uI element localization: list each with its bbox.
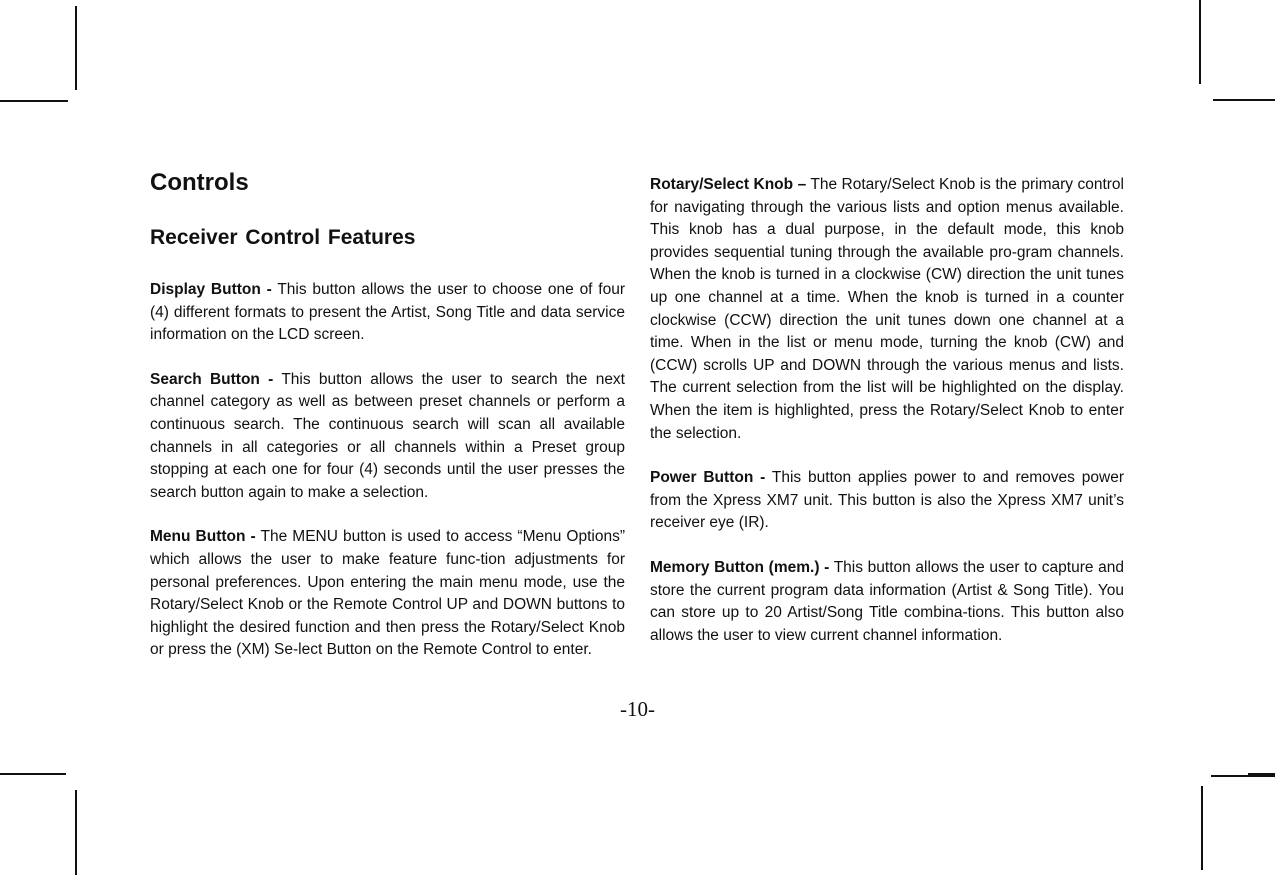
rotary-knob-text: The Rotary/Select Knob is the primary control for navigating through the various lists and option menus available. This knob has a dual purpose, in the default mode, this knob provides sequential tuning through the available pro-gram channels. When the knob is turned in a clockwise (CW) direction the unit tunes up one channel at a time. When the knob is turned in a counter clockwise (CCW) direction the unit tunes down one channel at a time. When in the list or menu mode, turning the knob (CW) and (CCW) scrolls UP and DOWN through the various menus and lists. The current selection from the list will be highlighted on the display. When the item is highlighted, press the Rotary/Select Knob to enter the selection. <box>650 176 1124 442</box>
power-button-label: Power Button - <box>650 469 766 487</box>
crop-mark-top-right-horizontal <box>1213 99 1275 101</box>
crop-mark-top-left-vertical <box>75 6 77 90</box>
display-button-label: Display Button - <box>150 281 272 298</box>
crop-mark-top-left-horizontal <box>0 100 68 102</box>
power-button-description <box>650 467 1124 535</box>
page-title: Controls <box>150 169 249 196</box>
power-button-text: This button applies power to and removes power from the Xpress XM7 unit. This button is also the Xpress XM7 unit’s receiver eye (IR). <box>650 469 1124 532</box>
page-number: -10- <box>620 697 655 721</box>
left-column <box>150 168 625 684</box>
crop-mark-bottom-right-tab <box>1248 773 1275 776</box>
menu-button-text: The MENU button is used to access “Menu Options” which allows the user to make feature func-tion adjustments for personal preferences. Upon entering the main menu mode, use the Rotary/Select Knob or the Remote Control UP and DOWN buttons to highlight the desired function and then press the Rotary/Select Knob or press the (XM) Se-lect Button on the Remote Control to enter. <box>150 528 625 659</box>
rotary-knob-description <box>650 174 1124 445</box>
search-button-description <box>150 369 625 505</box>
menu-button-label: Menu Button - <box>150 528 256 546</box>
rotary-knob-label: Rotary/Select Knob – <box>650 176 807 193</box>
menu-button-description <box>150 526 625 662</box>
search-button-text: This button allows the user to search the next channel category as well as between preset channels or perform a continuous search. The continuous search will scan all available channels in all categories or all channels within a Preset group stopping at each one for four (4) seconds until the user presses the search button again to make a selection. <box>150 370 625 501</box>
crop-mark-top-right-vertical <box>1199 0 1201 84</box>
memory-button-description <box>650 557 1124 647</box>
memory-button-text: This button allows the user to capture and store the current program data information (Artist & Song Title). You can store up to 20 Artist/Song Title combina-tions. This button also allows the user to view current channel information. <box>650 558 1124 644</box>
crop-mark-bottom-left-vertical <box>75 790 77 875</box>
crop-mark-bottom-right-vertical <box>1201 786 1203 870</box>
display-button-description <box>150 279 625 347</box>
right-column <box>650 174 1124 669</box>
memory-button-label: Memory Button (mem.) - <box>650 558 830 576</box>
search-button-label: Search Button - <box>150 370 274 388</box>
crop-mark-bottom-left-horizontal <box>0 773 66 775</box>
display-button-text: This button allows the user to choose one of four (4) different formats to present the Artist, Song Title and data service information on the LCD screen. <box>150 281 625 344</box>
section-heading: Receiver Control Features <box>150 226 416 249</box>
